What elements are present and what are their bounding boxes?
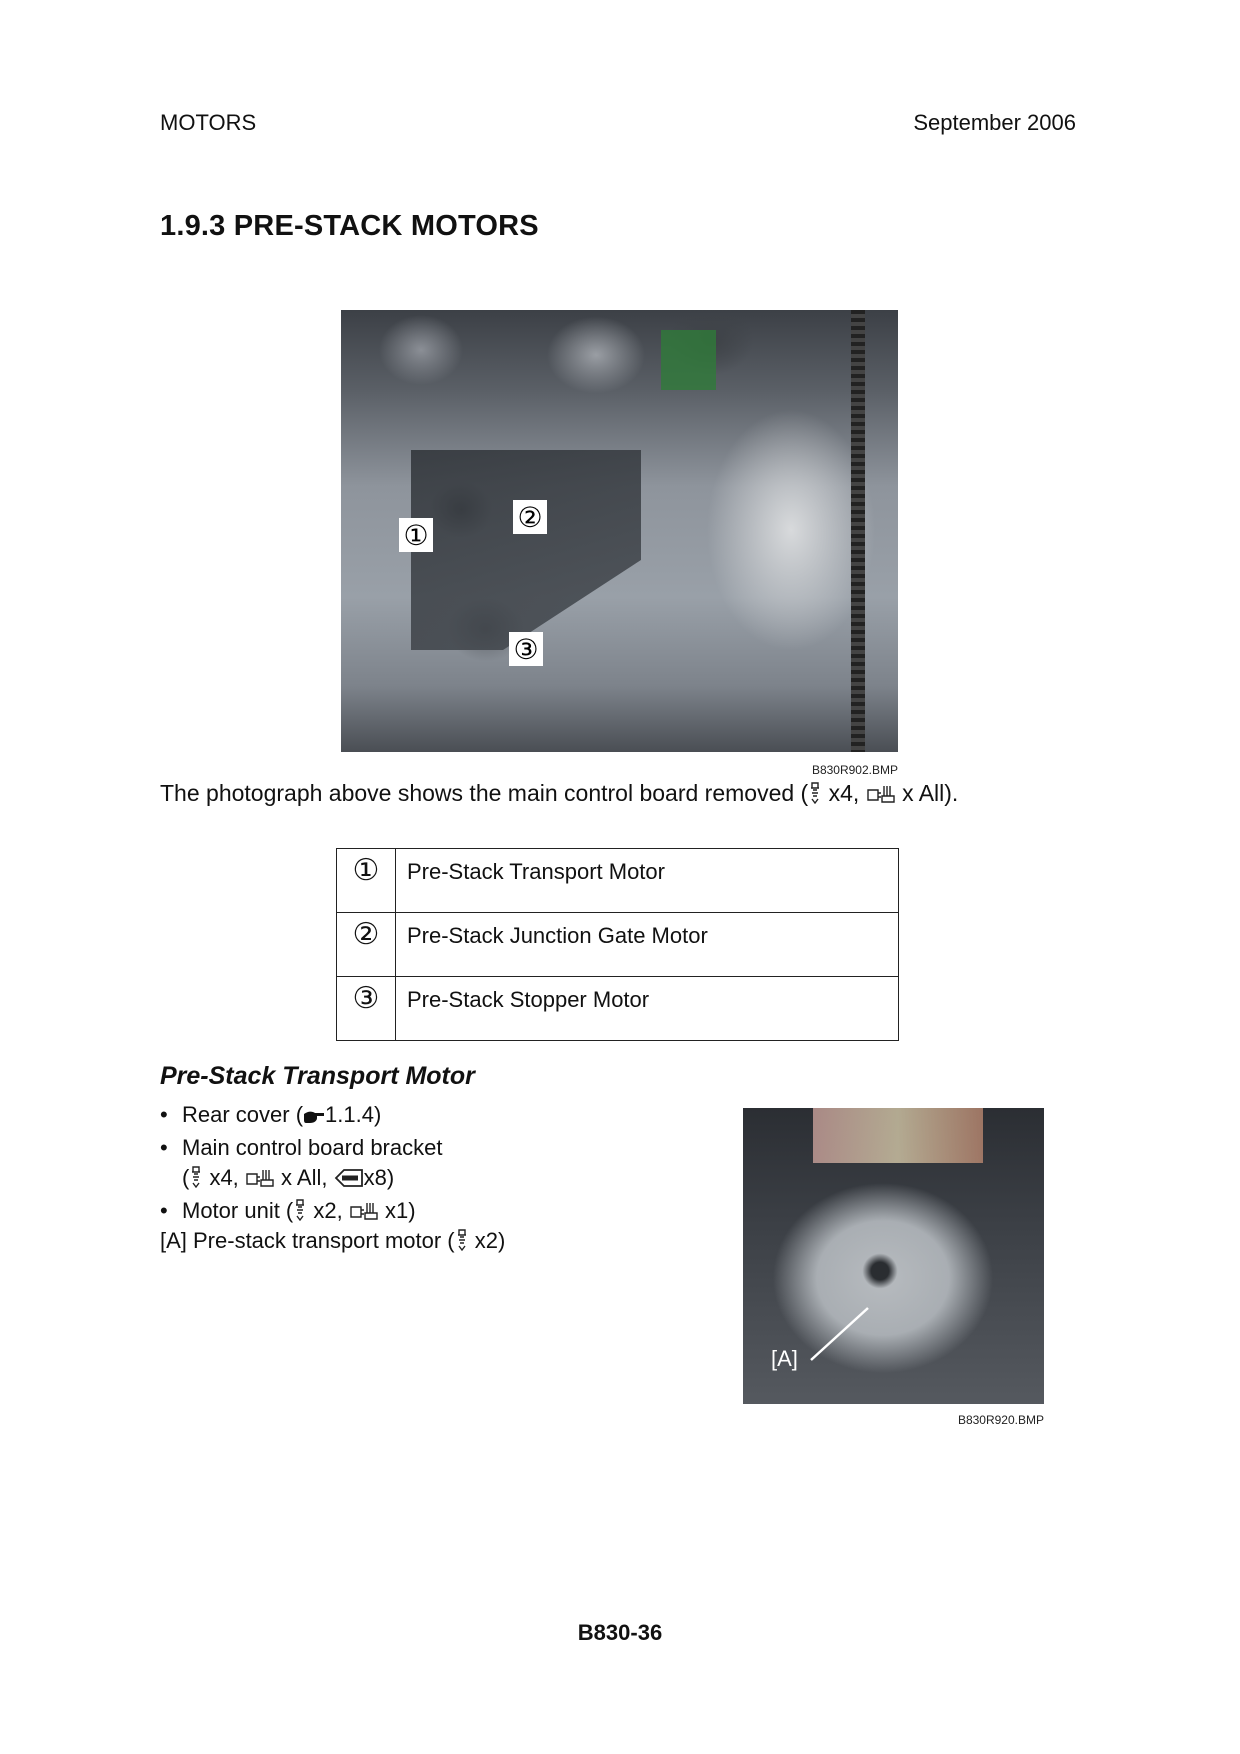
bullet2-text: Main control board bracket	[182, 1135, 443, 1160]
screw-icon	[189, 1166, 203, 1196]
bullet1-text: Rear cover (	[182, 1102, 304, 1127]
bullet3-connectors: x1)	[378, 1198, 416, 1223]
clamp-icon	[334, 1166, 364, 1196]
bullet-dot: •	[160, 1102, 168, 1127]
section-title: 1.9.3 PRE-STACK MOTORS	[160, 210, 539, 242]
bullet2-connectors: x All,	[274, 1165, 334, 1190]
connector-icon	[349, 1199, 379, 1229]
bullet3-text: Motor unit (	[182, 1198, 294, 1223]
para-text-3: x All).	[895, 780, 959, 806]
table-row	[337, 849, 899, 913]
procedure-title: Pre-Stack Transport Motor	[160, 1062, 475, 1090]
note-screws: x2)	[468, 1228, 506, 1253]
callout-1: ①	[399, 518, 433, 552]
intro-paragraph	[160, 780, 958, 810]
bullet2-open: (	[182, 1165, 190, 1190]
screw-icon	[455, 1229, 469, 1257]
para-text-1: The photograph above shows the main control board removed (	[160, 780, 809, 806]
table-cell-label: Pre-Stack Junction Gate Motor	[396, 913, 899, 977]
para-text-2: x4,	[822, 780, 866, 806]
photo-label: [A]	[771, 1346, 798, 1371]
bullet3-screws: x2,	[307, 1198, 349, 1223]
header-section: MOTORS	[160, 110, 257, 135]
photo2-caption: B830R920.BMP	[957, 1413, 1044, 1427]
list-item	[160, 1100, 442, 1133]
note-text: [A] Pre-stack transport motor (	[160, 1228, 455, 1253]
bullet1-ref: 1.1.4)	[325, 1102, 382, 1127]
table-row	[337, 977, 899, 1041]
page-number: B830-36	[577, 1620, 663, 1645]
pointing-hand-icon	[303, 1103, 325, 1133]
photo-panel	[411, 450, 641, 650]
callout-2: ②	[513, 500, 547, 534]
table-cell-label: Pre-Stack Transport Motor	[396, 849, 899, 913]
list-item	[160, 1196, 442, 1229]
procedure-note	[160, 1228, 505, 1257]
table-row	[337, 913, 899, 977]
parts-table	[336, 848, 899, 1041]
header-date: September 2006	[913, 110, 1076, 135]
bullet-dot: •	[160, 1135, 168, 1160]
motor-photo	[743, 1108, 1044, 1404]
table-cell-num: ③	[337, 977, 396, 1041]
connector-icon	[866, 783, 896, 810]
bullet-dot: •	[160, 1198, 168, 1223]
table-cell-label: Pre-Stack Stopper Motor	[396, 977, 899, 1041]
bullet2-screws: x4,	[203, 1165, 245, 1190]
main-photo	[341, 310, 898, 752]
screw-icon	[293, 1199, 307, 1229]
list-item-continuation	[160, 1163, 442, 1196]
callout-3: ③	[509, 632, 543, 666]
connector-icon	[245, 1166, 275, 1196]
screw-icon	[808, 782, 822, 810]
table-cell-num: ②	[337, 913, 396, 977]
procedure-list	[160, 1100, 442, 1229]
table-cell-num: ①	[337, 849, 396, 913]
photo1-caption: B830R902.BMP	[811, 763, 898, 777]
photo-circuit-board	[661, 330, 716, 390]
bullet2-clamps: x8)	[363, 1165, 395, 1190]
list-item	[160, 1133, 442, 1163]
photo-belt	[851, 310, 865, 752]
